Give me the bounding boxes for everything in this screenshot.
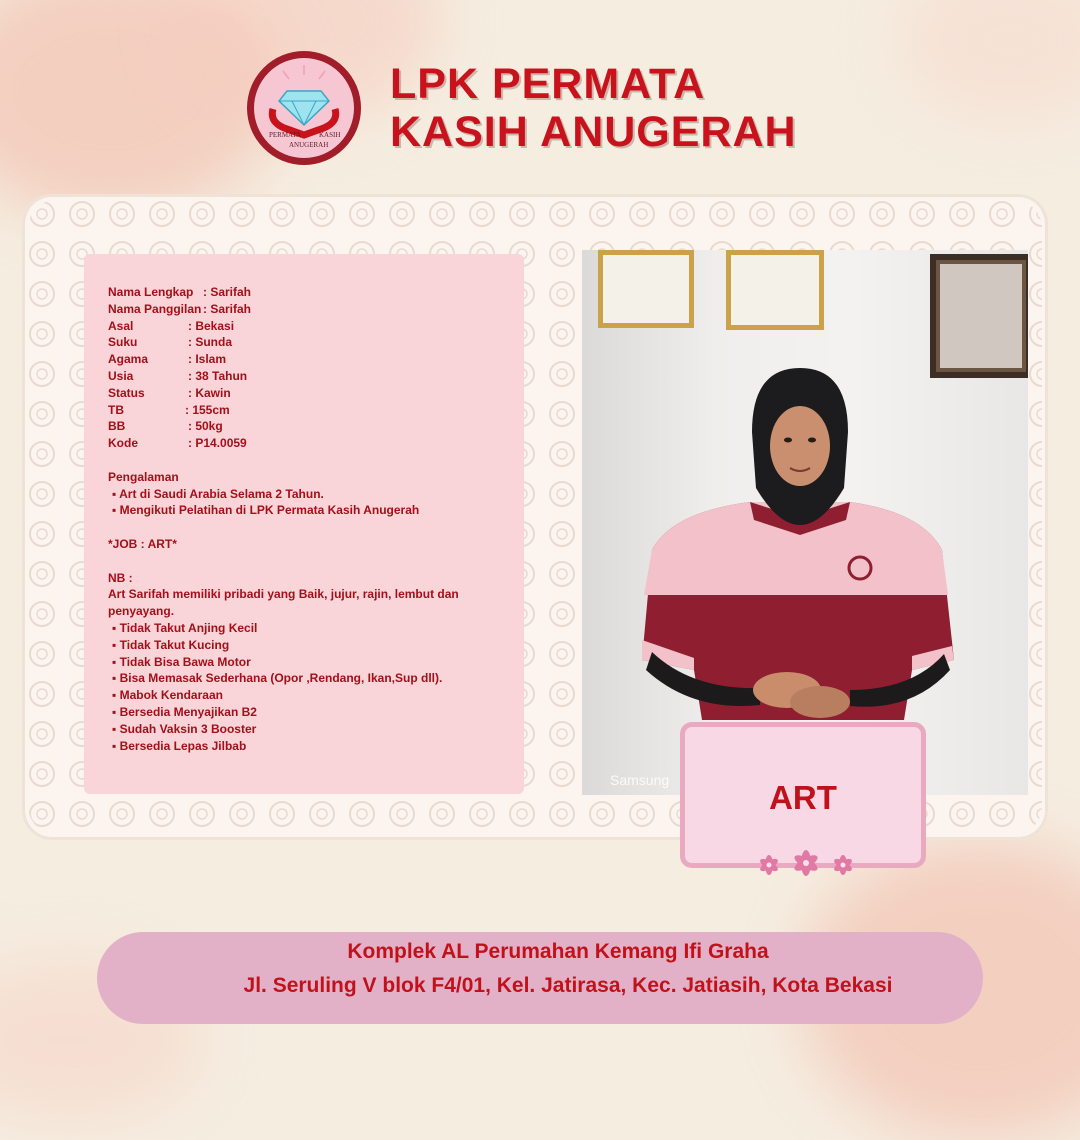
nb-item: ▪ Tidak Bisa Bawa Motor bbox=[112, 654, 251, 669]
field-label: Agama bbox=[108, 352, 149, 367]
field-label: BB bbox=[108, 419, 126, 434]
logo-text-right: KASIH bbox=[319, 131, 341, 139]
nb-description: penyayang. bbox=[108, 604, 175, 619]
field-row bbox=[108, 418, 459, 435]
nb-item: ▪ Sudah Vaksin 3 Booster bbox=[112, 721, 257, 736]
field-label: Asal bbox=[108, 318, 134, 333]
field-row bbox=[108, 385, 459, 402]
nb-item: ▪ Mabok Kendaraan bbox=[112, 688, 223, 703]
camera-watermark: Samsung bbox=[610, 772, 670, 788]
diamond-icon bbox=[279, 91, 329, 125]
nb-description: Art Sarifah memiliki pribadi yang Baik, jujur, rajin, lembut dan bbox=[108, 587, 459, 602]
field-value: : 50kg bbox=[188, 419, 223, 434]
field-value: : Kawin bbox=[188, 385, 231, 400]
field-value: : Bekasi bbox=[188, 318, 235, 333]
page-title bbox=[390, 60, 797, 156]
field-label: Kode bbox=[108, 436, 138, 451]
field-row bbox=[108, 351, 459, 368]
field-value: : 38 Tahun bbox=[188, 368, 248, 383]
nb-item: ▪ Bersedia Menyajikan B2 bbox=[112, 704, 257, 719]
field-label: Status bbox=[108, 385, 145, 400]
nb-heading: NB : bbox=[108, 570, 133, 585]
field-row bbox=[108, 402, 459, 419]
experience-item: ▪ Art di Saudi Arabia Selama 2 Tahun. bbox=[112, 486, 324, 501]
field-row bbox=[108, 318, 459, 335]
address-line-2: Jl. Seruling V blok F4/01, Kel. Jatirasa, Kec. Jatiasih, Kota Bekasi bbox=[243, 974, 893, 997]
experience-item: ▪ Mengikuti Pelatihan di LPK Permata Kasih Anugerah bbox=[112, 503, 420, 518]
job-line: *JOB : ART* bbox=[108, 536, 177, 551]
title-line-1: LPK PERMATA bbox=[390, 60, 706, 108]
field-label: Usia bbox=[108, 368, 134, 383]
field-row bbox=[108, 334, 459, 351]
field-value: : Sarifah bbox=[203, 285, 252, 299]
nb-item: ▪ Bisa Memasak Sederhana (Opor ,Rendang, Ikan,Sup dll). bbox=[112, 671, 443, 686]
field-row bbox=[108, 301, 459, 318]
logo-text-bottom: ANUGERAH bbox=[289, 141, 329, 149]
field-label: Suku bbox=[108, 335, 138, 350]
field-label: TB bbox=[108, 402, 124, 417]
field-label: Nama Panggilan bbox=[108, 301, 202, 316]
address-banner bbox=[97, 932, 983, 1024]
title-line-2: KASIH ANUGERAH bbox=[390, 108, 797, 156]
nb-item: ▪ Tidak Takut Anjing Kecil bbox=[112, 620, 258, 635]
experience-heading: Pengalaman bbox=[108, 469, 179, 484]
field-value: : Sunda bbox=[188, 335, 232, 350]
flower-icon bbox=[753, 847, 863, 883]
address-line-1: Komplek AL Perumahan Kemang Ifi Graha bbox=[347, 940, 769, 963]
candidate-photo bbox=[582, 250, 1028, 795]
field-row bbox=[108, 435, 459, 452]
field-value: : Sarifah bbox=[203, 301, 252, 316]
field-row bbox=[108, 284, 459, 301]
field-value: : Islam bbox=[188, 352, 227, 367]
company-logo bbox=[247, 51, 361, 165]
nb-item: ▪ Tidak Takut Kucing bbox=[112, 637, 230, 652]
nb-item: ▪ Bersedia Lepas Jilbab bbox=[112, 738, 247, 753]
field-label: Nama Lengkap bbox=[108, 285, 194, 299]
logo-text-left: PERMATA bbox=[269, 131, 302, 139]
field-value: : P14.0059 bbox=[188, 436, 247, 451]
profile-details bbox=[108, 284, 459, 754]
field-value: : 155cm bbox=[185, 402, 230, 417]
job-card bbox=[680, 722, 926, 868]
field-row bbox=[108, 368, 459, 385]
person-figure bbox=[582, 250, 1028, 795]
decor-blob bbox=[900, 0, 1080, 120]
job-label: ART bbox=[769, 779, 837, 816]
